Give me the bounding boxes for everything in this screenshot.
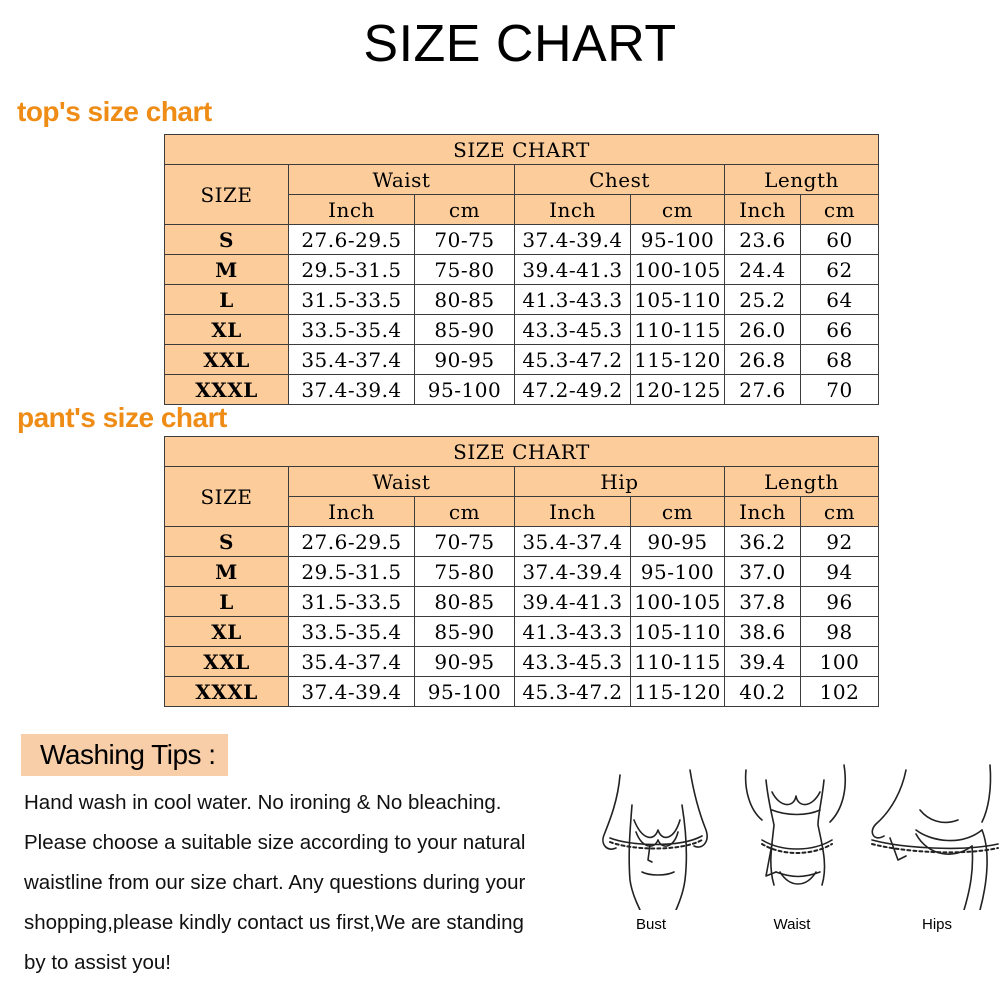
measurement-cell: 95-100 [631,225,725,255]
chest-group-header: Chest [515,165,725,195]
size-label-cell: XXXL [165,375,289,405]
measurement-cell: 60 [801,225,879,255]
measurement-cell: 47.2-49.2 [515,375,631,405]
measurement-cell: 37.4-39.4 [289,677,415,707]
unit-header: cm [801,497,879,527]
size-label-cell: M [165,557,289,587]
tips-line: shopping,please kindly contact us first,We are standing [24,911,524,934]
measurement-cell: 105-110 [631,285,725,315]
length-group-header: Length [725,165,879,195]
unit-header: cm [415,497,515,527]
measurement-cell: 110-115 [631,315,725,345]
measurement-cell: 70 [801,375,879,405]
hip-group-header: Hip [515,467,725,497]
size-label-cell: L [165,285,289,315]
measurement-cell: 41.3-43.3 [515,285,631,315]
measurement-cell: 29.5-31.5 [289,255,415,285]
washing-tips-text [24,783,604,983]
tops-section-title: top's size chart [17,96,212,127]
table-row [165,587,879,617]
unit-header: Inch [515,195,631,225]
hips-caption: Hips [921,916,952,933]
measurement-cell: 25.2 [725,285,801,315]
size-label-cell: XXXL [165,677,289,707]
table-row [165,617,879,647]
measurement-cell: 35.4-37.4 [289,647,415,677]
table-row [165,527,879,557]
measurement-cell: 43.3-45.3 [515,647,631,677]
length-group-header: Length [725,467,879,497]
measurement-cell: 64 [801,285,879,315]
size-label-cell: S [165,527,289,557]
bust-measurement-illustration [590,760,720,910]
measurement-cell: 37.0 [725,557,801,587]
size-label-cell: L [165,587,289,617]
measurement-cell: 100-105 [631,255,725,285]
size-label-cell: XL [165,315,289,345]
pants-section-title: pant's size chart [17,402,227,433]
measurement-cell: 100-105 [631,587,725,617]
measurement-cell: 31.5-33.5 [289,587,415,617]
measurement-cell: 23.6 [725,225,801,255]
measurement-cell: 35.4-37.4 [515,527,631,557]
measurement-cell: 92 [801,527,879,557]
measurement-cell: 24.4 [725,255,801,285]
unit-header: Inch [515,497,631,527]
pants-size-table [164,436,879,707]
table-row [165,255,879,285]
measurement-cell: 80-85 [415,587,515,617]
hips-measurement-illustration [862,760,1000,910]
measurement-cell: 102 [801,677,879,707]
size-label-cell: S [165,225,289,255]
measurement-cell: 41.3-43.3 [515,617,631,647]
measurement-cell: 68 [801,345,879,375]
measurement-cell: 115-120 [631,345,725,375]
tips-line: waistline from our size chart. Any questions during your [24,871,526,894]
unit-header: Inch [289,195,415,225]
washing-tips-heading: Washing Tips : [21,734,228,776]
table-row [165,647,879,677]
measurement-cell: 37.8 [725,587,801,617]
measurement-cell: 26.0 [725,315,801,345]
measurement-cell: 37.4-39.4 [515,225,631,255]
measurement-cell: 62 [801,255,879,285]
measurement-cell: 27.6 [725,375,801,405]
measurement-cell: 27.6-29.5 [289,225,415,255]
measurement-cell: 85-90 [415,315,515,345]
unit-header: cm [415,195,515,225]
table-row [165,677,879,707]
measurement-cell: 90-95 [415,345,515,375]
measurement-cell: 31.5-33.5 [289,285,415,315]
table-row [165,315,879,345]
measurement-cell: 98 [801,617,879,647]
measurement-cell: 43.3-45.3 [515,315,631,345]
bust-caption: Bust [635,916,666,933]
measurement-cell: 33.5-35.4 [289,315,415,345]
table-title: SIZE CHART [165,135,879,165]
measurement-cell: 39.4-41.3 [515,587,631,617]
measurement-cell: 90-95 [415,647,515,677]
measurement-cell: 105-110 [631,617,725,647]
measurement-cell: 39.4 [725,647,801,677]
tips-line: by to assist you! [24,951,171,974]
measurement-cell: 90-95 [631,527,725,557]
measurement-cell: 36.2 [725,527,801,557]
unit-header: cm [631,497,725,527]
table-row [165,345,879,375]
measurement-cell: 29.5-31.5 [289,557,415,587]
measurement-cell: 95-100 [631,557,725,587]
measurement-cell: 35.4-37.4 [289,345,415,375]
measurement-cell: 45.3-47.2 [515,345,631,375]
size-label-cell: XXL [165,647,289,677]
measurement-cell: 75-80 [415,255,515,285]
size-label-cell: XL [165,617,289,647]
size-label-cell: XXL [165,345,289,375]
measurement-cell: 33.5-35.4 [289,617,415,647]
measurement-cell: 95-100 [415,375,515,405]
table-row [165,285,879,315]
tops-size-table [164,134,879,405]
waist-measurement-illustration [732,760,862,910]
unit-header: cm [801,195,879,225]
measurement-cell: 80-85 [415,285,515,315]
measurement-cell: 96 [801,587,879,617]
measurement-cell: 120-125 [631,375,725,405]
measurement-cell: 37.4-39.4 [289,375,415,405]
measurement-cell: 115-120 [631,677,725,707]
measurement-cell: 26.8 [725,345,801,375]
measurement-cell: 95-100 [415,677,515,707]
measurement-cell: 70-75 [415,225,515,255]
measurement-cell: 94 [801,557,879,587]
measurement-cell: 38.6 [725,617,801,647]
waist-caption: Waist [773,916,811,933]
table-row [165,225,879,255]
measurement-cell: 85-90 [415,617,515,647]
measurement-cell: 37.4-39.4 [515,557,631,587]
measurement-cell: 100 [801,647,879,677]
size-column-header: SIZE [165,165,289,225]
unit-header: Inch [289,497,415,527]
size-label-cell: M [165,255,289,285]
measurement-cell: 70-75 [415,527,515,557]
measurement-cell: 39.4-41.3 [515,255,631,285]
table-title: SIZE CHART [165,437,879,467]
measurement-cell: 110-115 [631,647,725,677]
tips-line: Please choose a suitable size according to your natural [24,831,526,854]
size-column-header: SIZE [165,467,289,527]
table-row [165,557,879,587]
unit-header: Inch [725,497,801,527]
measurement-cell: 45.3-47.2 [515,677,631,707]
measurement-cell: 66 [801,315,879,345]
measurement-cell: 40.2 [725,677,801,707]
waist-group-header: Waist [289,467,515,497]
tips-line: Hand wash in cool water. No ironing & No bleaching. [24,791,502,814]
measurement-cell: 75-80 [415,557,515,587]
waist-group-header: Waist [289,165,515,195]
measurement-cell: 27.6-29.5 [289,527,415,557]
page-title: SIZE CHART [363,15,677,73]
table-row [165,375,879,405]
unit-header: cm [631,195,725,225]
unit-header: Inch [725,195,801,225]
